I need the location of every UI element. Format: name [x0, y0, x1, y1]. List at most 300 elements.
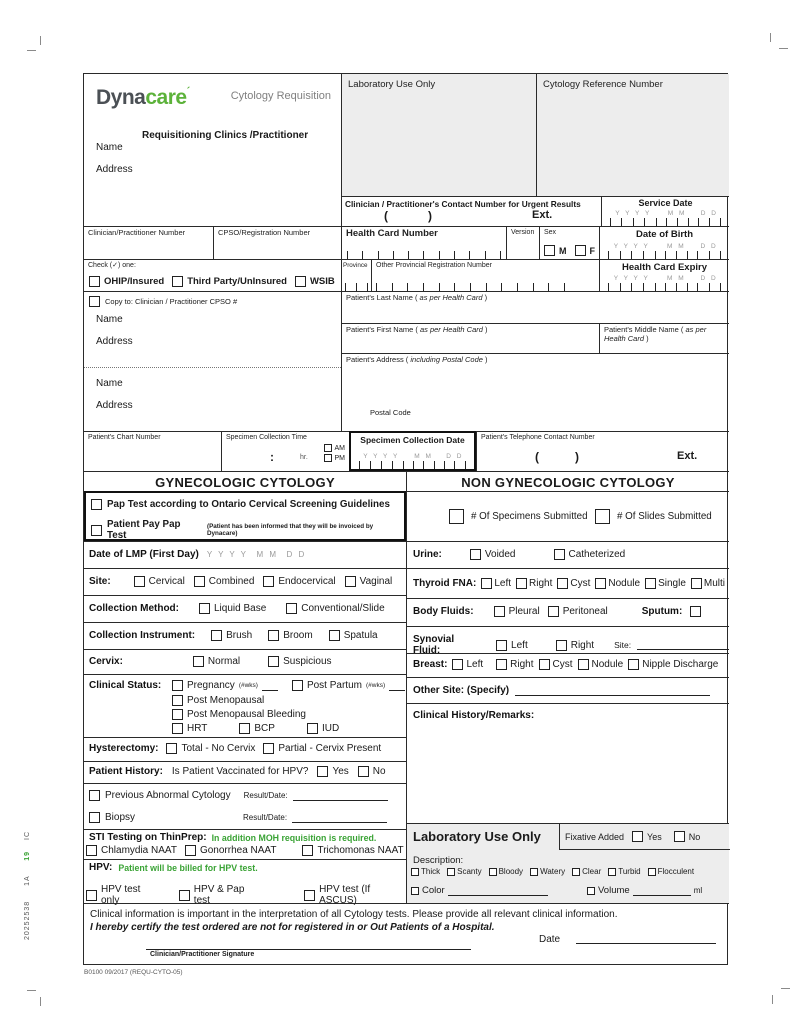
synovial-left-label: Left: [511, 639, 528, 651]
checkbox-conventional-slide[interactable]: [286, 603, 297, 614]
checkbox-sex-female[interactable]: [575, 245, 586, 256]
health-card-digit-boxes[interactable]: [347, 251, 501, 259]
hysterectomy-label: Hysterectomy:: [89, 743, 159, 754]
desc-bloody-label: Bloody: [498, 867, 524, 876]
fmt-mm: M M: [667, 275, 686, 282]
checkbox-copy-to[interactable]: [89, 296, 100, 307]
am-label: AM: [334, 444, 345, 452]
logo-care: care: [145, 86, 187, 109]
slides-submitted-label: # Of Slides Submitted: [617, 511, 712, 522]
fluid-peritoneal-label: Peritoneal: [562, 606, 608, 617]
fmt-mm: M M: [414, 453, 433, 460]
dynacare-logo: [96, 86, 190, 110]
fixative-yes-label: Yes: [647, 831, 662, 842]
fixative-added-label: Fixative Added: [565, 831, 625, 842]
checkbox-cervix-suspicious[interactable]: [268, 656, 279, 667]
fmt-dd: D D: [700, 210, 718, 217]
lmp-format: [207, 550, 306, 559]
checkbox-hpv-if-ascus[interactable]: [304, 890, 315, 901]
other-site-row: [406, 677, 729, 703]
thyroid-right-label: Right: [529, 578, 553, 589]
province-label: Province: [343, 262, 368, 269]
specimens-slides-row: [406, 491, 729, 541]
hpv-note: Patient will be billed for HPV test.: [118, 862, 258, 873]
color-line[interactable]: [448, 886, 548, 896]
breast-row: [406, 653, 729, 677]
checkbox-breast-cyst[interactable]: [539, 659, 550, 670]
patient-first-name-field[interactable]: [341, 323, 599, 353]
thyroid-left-label: Left: [494, 578, 512, 589]
time-colon: :: [270, 450, 274, 464]
checkbox-breast-nodule[interactable]: [578, 659, 589, 670]
copy2-name-label: Name: [96, 378, 123, 389]
clinic-name-label: Name: [96, 142, 123, 153]
checkbox-wsib[interactable]: [295, 276, 306, 287]
chlamydia-naat-label: Chlamydia NAAT: [101, 845, 177, 856]
checkbox-urine-voided[interactable]: [470, 549, 481, 560]
cervix-row: [84, 649, 406, 674]
checkbox-breast-left[interactable]: [452, 659, 463, 670]
chart-number-label: Patient's Chart Number: [88, 434, 161, 441]
desc-scanty-label: Scanty: [457, 867, 482, 876]
gonorrhea-naat-label: Gonorrhea NAAT: [199, 845, 277, 856]
checkbox-brush[interactable]: [211, 630, 222, 641]
post-menopausal-label: Post Menopausal: [187, 695, 265, 706]
sti-testing-note: In addition MOH requisition is required.: [211, 832, 377, 843]
clinical-history-remarks-area[interactable]: [406, 703, 729, 823]
other-site-line[interactable]: [515, 686, 710, 696]
header-left-block: [84, 74, 341, 226]
date-of-birth-field: [599, 226, 729, 259]
side-code-3: 19: [24, 850, 31, 861]
checkbox-slides-submitted[interactable]: [595, 509, 610, 524]
hysterectomy-row: [84, 737, 406, 761]
hpv-label: HPV:: [89, 862, 113, 873]
checkbox-sex-male[interactable]: [544, 245, 555, 256]
previous-abnormal-result-line[interactable]: [293, 791, 388, 801]
telephone-field[interactable]: [476, 431, 729, 471]
cervix-normal-label: Normal: [207, 656, 241, 667]
pap-test-box: [84, 491, 406, 541]
checkbox-sputum[interactable]: [690, 606, 701, 617]
hrt-label: HRT: [187, 723, 208, 734]
checkbox-volume[interactable]: [587, 887, 595, 895]
breast-label: Breast:: [413, 659, 448, 670]
hpv-and-pap-label: HPV & Pap test: [193, 884, 245, 906]
thyroid-fna-row: [406, 568, 729, 598]
hpv-row: [84, 859, 406, 906]
breast-nipple-discharge-label: Nipple Discharge: [642, 659, 719, 670]
checkbox-desc-scanty[interactable]: [447, 868, 455, 876]
checkbox-desc-clear[interactable]: [572, 868, 580, 876]
close-paren: ): [485, 355, 488, 364]
copy2-address-label: Address: [96, 400, 133, 411]
health-card-label: Health Card Number: [346, 228, 438, 239]
desc-flocculent-label: Flocculent: [657, 867, 695, 876]
close-paren: ): [485, 325, 488, 334]
check-one-label: Check (✓) one:: [88, 262, 136, 269]
checkbox-hpv-vaccinated-no[interactable]: [358, 766, 369, 777]
section-header-nongyn: [406, 471, 729, 491]
health-card-expiry-field: [599, 259, 729, 291]
checkbox-site-combined[interactable]: [194, 576, 205, 587]
checkbox-site-vaginal[interactable]: [345, 576, 356, 587]
time-hr-label: hr.: [300, 454, 308, 461]
side-code-2: 1A: [24, 875, 31, 886]
result-date-label: Result/Date:: [243, 791, 288, 800]
patient-history-row: [84, 761, 406, 783]
collection-date-format: [359, 453, 466, 460]
spatula-label: Spatula: [343, 630, 378, 641]
patient-address-field[interactable]: [341, 353, 729, 431]
clinical-history-remarks-label: Clinical History/Remarks:: [413, 710, 535, 721]
other-provincial-digit-boxes[interactable]: [376, 283, 565, 291]
checkbox-biopsy[interactable]: [89, 812, 100, 823]
checkbox-ohip-insured[interactable]: [89, 276, 100, 287]
regmark-bottom-left-v: [40, 997, 41, 1006]
lmp-label: Date of LMP (First Day): [89, 549, 199, 560]
checkbox-thyroid-left[interactable]: [481, 578, 492, 589]
collection-time-field: [221, 431, 349, 471]
checkbox-fixative-yes[interactable]: [632, 831, 643, 842]
checkbox-previous-abnormal[interactable]: [89, 790, 100, 801]
volume-line[interactable]: [633, 886, 691, 896]
previous-abnormal-label: Previous Abnormal Cytology: [105, 790, 231, 801]
urgent-contact-field: [341, 196, 601, 226]
checkbox-chlamydia-naat[interactable]: [86, 845, 97, 856]
checkbox-hpv-vaccinated-yes[interactable]: [317, 766, 328, 777]
as-per-note: as per Health Card: [417, 325, 485, 334]
urine-row: [406, 541, 729, 568]
checkbox-thyroid-multi[interactable]: [691, 578, 702, 589]
pregnancy-wks-note: (#wks): [238, 682, 258, 689]
checkbox-hpv-test-only[interactable]: [86, 890, 97, 901]
version-label: Version: [511, 229, 535, 236]
regmark-top-left-h: [27, 50, 36, 51]
thyroid-nodule-label: Nodule: [608, 578, 641, 589]
section-header-gyn: [84, 471, 406, 491]
body-fluids-label: Body Fluids:: [413, 606, 474, 617]
close-paren: ): [484, 293, 488, 302]
collection-date-digit-boxes[interactable]: [359, 461, 466, 469]
other-provincial-field[interactable]: [371, 259, 599, 291]
wsib-label: WSIB: [309, 276, 335, 287]
form-code: B0100 09/2017 (REQU-CYTO-05): [84, 969, 183, 976]
checkbox-thyroid-nodule[interactable]: [595, 578, 606, 589]
first-name-caption: Patient's First Name (: [346, 325, 418, 334]
cytology-reference-box: [536, 74, 729, 196]
biopsy-label: Biopsy: [105, 812, 136, 823]
checkbox-site-cervical[interactable]: [134, 576, 145, 587]
no-label: No: [372, 766, 386, 777]
previous-abnormal-biopsy-row: [84, 783, 406, 829]
checkbox-pregnancy[interactable]: [172, 680, 183, 691]
patient-middle-name-field[interactable]: [599, 323, 729, 353]
pregnancy-label: Pregnancy: [187, 680, 235, 691]
checkbox-pap-guidelines[interactable]: [91, 499, 102, 510]
checkbox-site-endocervical[interactable]: [263, 576, 274, 587]
liquid-base-label: Liquid Base: [214, 603, 267, 614]
service-date-digit-boxes[interactable]: [610, 218, 721, 226]
province-field[interactable]: [341, 259, 371, 291]
cytology-reference-label: Cytology Reference Number: [543, 79, 663, 90]
desc-clear-label: Clear: [582, 867, 602, 876]
checkbox-breast-right[interactable]: [496, 659, 507, 670]
desc-turbid-label: Turbid: [618, 867, 641, 876]
synovial-fluid-row: [406, 626, 729, 656]
synovial-site-line[interactable]: [637, 640, 729, 650]
regmark-bottom-left-h: [27, 990, 36, 991]
collection-method-row: [84, 595, 406, 622]
cpso-number-label: CPSO/Registration Number: [218, 228, 311, 237]
pregnancy-wks-line[interactable]: [262, 681, 278, 691]
cervix-suspicious-label: Suspicious: [283, 656, 332, 667]
ohip-insured-label: OHIP/Insured: [104, 276, 165, 287]
fmt-dd: D D: [700, 243, 718, 250]
checkbox-fluid-peritoneal[interactable]: [548, 606, 559, 617]
copy-to-label: Copy to: Clinician / Practitioner CPSO #: [105, 297, 238, 306]
checkbox-post-menopausal-bleeding[interactable]: [172, 709, 183, 720]
checkbox-specimens-submitted[interactable]: [449, 509, 464, 524]
sex-female-label: F: [589, 245, 595, 256]
hpv-test-only-label: HPV test only: [101, 884, 141, 906]
lab-use-only-box: [341, 74, 536, 196]
service-date-field: [601, 196, 729, 226]
urine-label: Urine:: [413, 549, 442, 560]
checkbox-hpv-and-pap[interactable]: [179, 890, 190, 901]
postal-code-label: Postal Code: [370, 408, 411, 417]
fmt-yyyy: Y Y Y Y: [206, 550, 248, 559]
urine-catheterized-label: Catheterized: [568, 549, 626, 560]
copy-to-block: [84, 291, 341, 431]
regmark-top-right-h: [779, 48, 788, 49]
breast-left-label: Left: [466, 659, 484, 670]
urine-voided-label: Voided: [484, 549, 516, 560]
sti-testing-row: [84, 829, 406, 859]
checkbox-hysterectomy-total[interactable]: [166, 743, 177, 754]
checkbox-spatula[interactable]: [329, 630, 340, 641]
payer-type-field: [84, 259, 341, 291]
checkbox-desc-turbid[interactable]: [608, 868, 616, 876]
copy1-name-label: Name: [96, 314, 123, 325]
checkbox-patient-pay-pap[interactable]: [91, 525, 102, 536]
checkbox-desc-thick[interactable]: [411, 868, 419, 876]
brush-label: Brush: [226, 630, 253, 641]
thyroid-multi-label: Multi: [703, 578, 726, 589]
fmt-mm: M M: [256, 550, 279, 559]
checkbox-thyroid-cyst[interactable]: [557, 578, 568, 589]
sex-label: Sex: [544, 229, 557, 236]
synovial-right-label: Right: [570, 639, 595, 651]
checkbox-broom[interactable]: [268, 630, 279, 641]
checkbox-desc-flocculent[interactable]: [648, 868, 656, 876]
fmt-yyyy: Y Y Y Y: [363, 453, 400, 460]
health-card-expiry-label: Health Card Expiry: [622, 262, 707, 273]
clinician-number-label: Clinician/Practitioner Number: [88, 228, 186, 237]
health-card-number-field[interactable]: [341, 226, 506, 259]
checkbox-fluid-pleural[interactable]: [494, 606, 505, 617]
signature-caption: Clinician/Practitioner Signature: [150, 951, 255, 958]
site-vaginal-label: Vaginal: [359, 576, 393, 587]
iud-label: IUD: [321, 723, 340, 734]
site-row: [84, 568, 406, 595]
tel-close-paren: ): [575, 450, 579, 464]
broom-label: Broom: [283, 630, 313, 641]
hpv-vaccinated-question: Is Patient Vaccinated for HPV?: [171, 766, 309, 777]
desc-watery-label: Watery: [540, 867, 566, 876]
patient-history-label: Patient History:: [89, 766, 163, 777]
lab-use-bottom-box: [406, 823, 729, 903]
checkbox-synovial-left[interactable]: [496, 640, 507, 651]
certification-block: [84, 903, 729, 964]
thyroid-fna-label: Thyroid FNA:: [413, 578, 477, 589]
province-digit-boxes[interactable]: [345, 283, 368, 291]
biopsy-result-line[interactable]: [292, 813, 387, 823]
checkbox-iud[interactable]: [307, 723, 318, 734]
collection-instrument-row: [84, 622, 406, 649]
checkbox-hrt[interactable]: [172, 723, 183, 734]
regmark-top-right-v: [770, 33, 771, 42]
middle-name-caption: Patient's Middle Name (: [604, 325, 684, 334]
phone-close-paren: ): [428, 209, 432, 223]
patient-pay-pap-label: Patient Pay Pap Test: [107, 519, 181, 541]
tel-ext-label: Ext.: [677, 450, 698, 462]
checkbox-pm[interactable]: [324, 454, 332, 462]
pap-guidelines-label: Pap Test according to Ontario Cervical Screening Guidelines: [107, 499, 390, 510]
fmt-dd: D D: [446, 453, 464, 460]
tel-open-paren: (: [535, 450, 539, 464]
checkbox-gonorrhea-naat[interactable]: [185, 845, 196, 856]
incl-postal-note: including Postal Code: [408, 355, 486, 364]
signature-line[interactable]: [146, 940, 471, 950]
site-endocervical-label: Endocervical: [278, 576, 336, 587]
checkbox-synovial-right[interactable]: [556, 640, 567, 651]
regmark-bottom-right-v: [772, 995, 773, 1004]
breast-nodule-label: Nodule: [591, 659, 624, 670]
checkbox-am[interactable]: [324, 444, 332, 452]
checkbox-breast-nipple-discharge[interactable]: [628, 659, 639, 670]
certification-statement: I hereby certify the test ordered are not for registered in or Out Patients of a Hospital.: [90, 922, 495, 933]
post-menopausal-bleeding-label: Post Menopausal Bleeding: [187, 709, 306, 720]
service-date-format: [610, 210, 721, 217]
checkbox-post-partum[interactable]: [292, 680, 303, 691]
address-caption: Patient's Address (: [346, 355, 409, 364]
expiry-digit-boxes[interactable]: [608, 283, 721, 291]
checkbox-desc-watery[interactable]: [530, 868, 538, 876]
fmt-yyyy: Y Y Y Y: [613, 243, 650, 250]
logo-tick-icon: ´: [186, 86, 190, 98]
clinician-number-field[interactable]: [84, 226, 213, 259]
checkbox-bcp[interactable]: [239, 723, 250, 734]
phone-ext-label: Ext.: [532, 209, 553, 221]
checkbox-fixative-no[interactable]: [674, 831, 685, 842]
gyn-header-text: GYNECOLOGIC CYTOLOGY: [155, 475, 335, 490]
post-partum-wks-note: (#wks): [365, 682, 386, 689]
clinical-status-label: Clinical Status:: [89, 680, 162, 691]
other-site-label: Other Site: (Specify): [413, 685, 510, 696]
sex-field: [539, 226, 599, 259]
version-field[interactable]: [506, 226, 539, 259]
checkbox-thyroid-single[interactable]: [645, 578, 656, 589]
fmt-dd: D D: [700, 275, 718, 282]
phone-open-paren: (: [384, 209, 388, 223]
checkbox-urine-catheterized[interactable]: [554, 549, 565, 560]
checkbox-third-party[interactable]: [172, 276, 183, 287]
fmt-yyyy: Y Y Y Y: [613, 275, 650, 282]
service-date-label: Service Date: [638, 198, 693, 208]
regmark-top-left-v: [40, 36, 41, 45]
telephone-label: Patient's Telephone Contact Number: [481, 434, 595, 441]
checkbox-post-menopausal[interactable]: [172, 695, 183, 706]
patient-last-name-field[interactable]: [341, 291, 729, 323]
sputum-label: Sputum:: [641, 606, 683, 617]
date-line[interactable]: [576, 934, 716, 944]
checkbox-cervix-normal[interactable]: [193, 656, 204, 667]
copy-divider: [84, 367, 341, 368]
chart-number-field[interactable]: [84, 431, 221, 471]
checkbox-thyroid-right[interactable]: [516, 578, 527, 589]
checkbox-hysterectomy-partial[interactable]: [263, 743, 274, 754]
site-cervical-label: Cervical: [148, 576, 185, 587]
checkbox-desc-bloody[interactable]: [489, 868, 497, 876]
cervix-label: Cervix:: [89, 656, 123, 667]
dob-digit-boxes[interactable]: [608, 251, 721, 259]
post-partum-wks-line[interactable]: [389, 681, 405, 691]
hysterectomy-total-label: Total - No Cervix: [181, 743, 256, 754]
hpv-if-ascus-label: HPV test (If ASCUS): [319, 884, 371, 906]
dob-format: [608, 243, 721, 250]
synovial-fluid-label: Synovial Fluid:: [413, 634, 455, 656]
last-name-caption: Patient's Last Name (: [346, 293, 418, 302]
thyroid-single-label: Single: [658, 578, 686, 589]
nongyn-header-text: NON GYNECOLOGIC CYTOLOGY: [461, 475, 675, 490]
urgent-contact-label: Clinician / Practitioner's Contact Number for Urgent Results: [345, 199, 581, 209]
as-per-note: as per Health Card: [417, 293, 485, 302]
synovial-site-label: Site:: [614, 640, 632, 650]
sex-male-label: M: [559, 245, 567, 256]
patient-pay-pap-note: (Patient has been informed that they will be invoiced by Dynacare): [206, 523, 374, 537]
breast-right-label: Right: [510, 659, 534, 670]
collection-method-label: Collection Method:: [89, 603, 179, 614]
logo-dyna: Dyna: [96, 86, 146, 109]
thyroid-cyst-label: Cyst: [570, 578, 591, 589]
body-fluids-row: [406, 598, 729, 626]
yes-label: Yes: [332, 766, 349, 777]
color-label: Color: [422, 885, 445, 896]
regmark-bottom-right-h: [781, 988, 790, 989]
cpso-number-field[interactable]: [213, 226, 341, 259]
requisition-form: [83, 73, 728, 965]
pm-label: PM: [334, 454, 345, 462]
checkbox-liquid-base[interactable]: [199, 603, 210, 614]
bcp-label: BCP: [254, 723, 275, 734]
checkbox-color[interactable]: [411, 887, 419, 895]
clinical-status-row: [84, 674, 406, 737]
volume-label: Volume: [598, 885, 630, 896]
side-code-1: 20252538: [24, 900, 31, 940]
lmp-row[interactable]: [84, 541, 406, 568]
fmt-yyyy: Y Y Y Y: [615, 210, 652, 217]
fluid-pleural-label: Pleural: [508, 606, 540, 617]
post-partum-label: Post Partum: [306, 680, 362, 691]
date-label: Date: [539, 934, 561, 945]
result-date-label: Result/Date:: [243, 813, 288, 822]
fixative-no-label: No: [688, 831, 701, 842]
patient-first-name-label: [342, 324, 599, 337]
clinic-address-label: Address: [96, 164, 133, 175]
hysterectomy-partial-label: Partial - Cervix Present: [278, 743, 382, 754]
checkbox-trichomonas-naat[interactable]: [302, 845, 313, 856]
